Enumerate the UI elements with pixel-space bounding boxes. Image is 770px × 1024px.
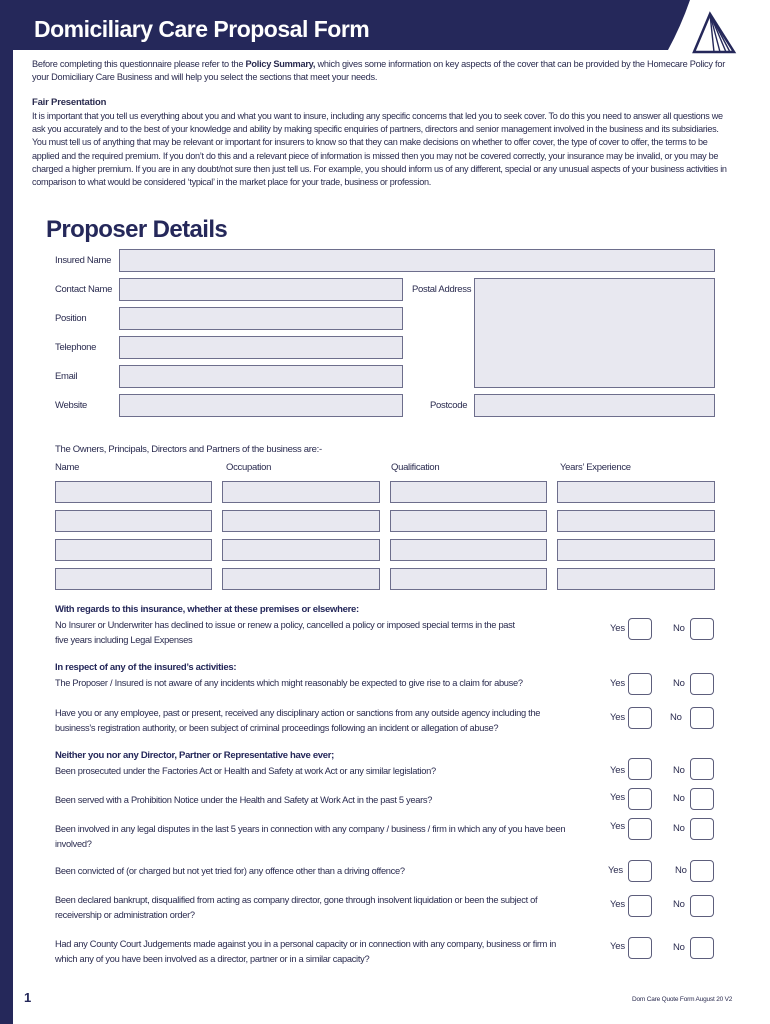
q5-no-label: No — [673, 793, 685, 804]
owners-intro: The Owners, Principals, Directors and Partners of the business are:- — [55, 444, 322, 455]
q6-yes-checkbox[interactable] — [628, 818, 652, 840]
company-logo-icon — [690, 8, 738, 56]
page-number: 1 — [24, 990, 32, 1005]
website-label: Website — [55, 400, 88, 411]
q4-no-checkbox[interactable] — [690, 758, 714, 780]
fair-presentation-para-1: It is important that you tell us everything about you and what you want to insure, including any specific concerns that led you to seek cover. To do this you need to answer all questions we ask you accurately and to the best of your knowledge and ability by making specific enquiries of partners, directors and senior management involved in the business and its subsidiaries. — [32, 111, 723, 135]
q2-yes-checkbox[interactable] — [628, 673, 652, 695]
owner-1-occupation-field[interactable] — [222, 481, 380, 503]
owner-2-experience-field[interactable] — [557, 510, 715, 532]
question-8-text: Been declared bankrupt, disqualified from acting as company director, gone through insolvent liquidation or been the subject of receivership or administration order? — [55, 895, 538, 920]
owners-col-qualification: Qualification — [391, 462, 440, 473]
fair-presentation-para-2: You must tell us of anything that may be relevant or important for insurers to know so that they can make decisions on whether to offer cover, the type of cover to offer, the terms to be applied and the required premium. If you don’t do this and a relevant piece of information is missed then you may not be covered correctly, your insurance may be invalid, or you may be charged a higher premium. If you are in any doubt/not sure then just tell us. For example, you should inform us of any different, special or any unusual aspects of your business activities in comparison to what would be considered ‘typical’ in the market place for your trade, business or profession. — [32, 137, 727, 188]
owner-2-occupation-field[interactable] — [222, 510, 380, 532]
q9-no-label: No — [673, 942, 685, 953]
q7-no-label: No — [675, 865, 687, 876]
q3-no-label: No — [670, 712, 682, 723]
question-5-text: Been served with a Prohibition Notice under the Health and Safety at Work Act in the past 5 years? — [55, 795, 433, 805]
left-sidebar-band — [0, 0, 13, 1024]
q8-yes-checkbox[interactable] — [628, 895, 652, 917]
owner-2-name-field[interactable] — [55, 510, 212, 532]
telephone-field[interactable] — [119, 336, 403, 359]
q8-no-label: No — [673, 899, 685, 910]
section-title-proposer: Proposer Details — [46, 216, 228, 243]
question-heading-3: Neither you nor any Director, Partner or Representative have ever; — [55, 750, 335, 761]
owners-col-experience: Years’ Experience — [560, 462, 631, 473]
postcode-label: Postcode — [430, 400, 468, 411]
fair-presentation-body — [32, 110, 732, 189]
owner-1-name-field[interactable] — [55, 481, 212, 503]
q7-yes-label: Yes — [608, 865, 623, 876]
question-2-text: The Proposer / Insured is not aware of any incidents which might reasonably be expected to give rise to a claim for abuse? — [55, 678, 523, 688]
q8-yes-label: Yes — [610, 899, 625, 910]
postal-address-label: Postal Address — [412, 284, 472, 295]
q1-no-label: No — [673, 623, 685, 634]
owner-4-experience-field[interactable] — [557, 568, 715, 590]
owner-3-occupation-field[interactable] — [222, 539, 380, 561]
question-4-text: Been prosecuted under the Factories Act or Health and Safety at work Act or any similar legislation? — [55, 766, 436, 776]
owner-4-qualification-field[interactable] — [390, 568, 547, 590]
q4-yes-label: Yes — [610, 765, 625, 776]
q9-yes-checkbox[interactable] — [628, 937, 652, 959]
question-1-text: No Insurer or Underwriter has declined to issue or renew a policy, cancelled a policy or imposed special terms in the past five years including Legal Expenses — [55, 620, 515, 645]
email-field[interactable] — [119, 365, 403, 388]
q6-no-checkbox[interactable] — [690, 818, 714, 840]
q2-no-checkbox[interactable] — [690, 673, 714, 695]
position-label: Position — [55, 313, 87, 324]
contact-name-field[interactable] — [119, 278, 403, 301]
q5-no-checkbox[interactable] — [690, 788, 714, 810]
q7-no-checkbox[interactable] — [690, 860, 714, 882]
postal-address-field[interactable] — [474, 278, 715, 388]
q1-no-checkbox[interactable] — [690, 618, 714, 640]
owner-2-qualification-field[interactable] — [390, 510, 547, 532]
fair-presentation-heading: Fair Presentation — [32, 97, 107, 108]
owner-3-name-field[interactable] — [55, 539, 212, 561]
owner-4-occupation-field[interactable] — [222, 568, 380, 590]
q6-yes-label: Yes — [610, 821, 625, 832]
policy-summary-ref: Policy Summary, — [245, 59, 316, 69]
insured-name-field[interactable] — [119, 249, 715, 272]
q3-yes-checkbox[interactable] — [628, 707, 652, 729]
owners-col-name: Name — [55, 462, 80, 473]
q9-yes-label: Yes — [610, 941, 625, 952]
question-7-text: Been convicted of (or charged but not yet tried for) any offence other than a driving offence? — [55, 866, 405, 876]
contact-name-label: Contact Name — [55, 284, 113, 295]
website-field[interactable] — [119, 394, 403, 417]
postcode-field[interactable] — [474, 394, 715, 417]
owner-1-experience-field[interactable] — [557, 481, 715, 503]
q1-yes-checkbox[interactable] — [628, 618, 652, 640]
q4-no-label: No — [673, 765, 685, 776]
form-code: Dom Care Quote Form August 20 V2 — [632, 996, 733, 1003]
q8-no-checkbox[interactable] — [690, 895, 714, 917]
owner-1-qualification-field[interactable] — [390, 481, 547, 503]
q3-yes-label: Yes — [610, 712, 625, 723]
telephone-label: Telephone — [55, 342, 97, 353]
intro-paragraph: Before completing this questionnaire please refer to the Policy Summary, which gives some information on key aspects of the cover that can be provided by the Homecare Policy for your Domiciliary Care Business and will help you select the sections that meet your needs. — [32, 59, 726, 82]
page-title: Domiciliary Care Proposal Form — [34, 16, 370, 42]
email-label: Email — [55, 371, 78, 382]
q9-no-checkbox[interactable] — [690, 937, 714, 959]
question-6-text: Been involved in any legal disputes in the last 5 years in connection with any company / business / firm in which any of you have been involved? — [55, 824, 566, 849]
q2-yes-label: Yes — [610, 678, 625, 689]
q5-yes-checkbox[interactable] — [628, 788, 652, 810]
q4-yes-checkbox[interactable] — [628, 758, 652, 780]
question-9-text: Had any County Court Judgements made against you in a personal capacity or in connection with any company, business or firm in which any of you have been involved as a director, partner or in a similar capacity? — [55, 939, 557, 964]
owner-3-experience-field[interactable] — [557, 539, 715, 561]
q5-yes-label: Yes — [610, 792, 625, 803]
question-3-text: Have you or any employee, past or present, received any disciplinary action or sanctions from any outside agency including the business’s registration authority, or been subject of criminal proceedings following an incident or allegation of abuse? — [55, 708, 541, 733]
question-heading-2: In respect of any of the insured’s activities: — [55, 662, 237, 673]
position-field[interactable] — [119, 307, 403, 330]
insured-name-label: Insured Name — [55, 255, 112, 266]
q7-yes-checkbox[interactable] — [628, 860, 652, 882]
q6-no-label: No — [673, 823, 685, 834]
q2-no-label: No — [673, 678, 685, 689]
q1-yes-label: Yes — [610, 623, 625, 634]
owner-4-name-field[interactable] — [55, 568, 212, 590]
owner-3-qualification-field[interactable] — [390, 539, 547, 561]
q3-no-checkbox[interactable] — [690, 707, 714, 729]
owners-col-occupation: Occupation — [226, 462, 272, 473]
question-heading-1: With regards to this insurance, whether at these premises or elsewhere: — [55, 604, 359, 615]
